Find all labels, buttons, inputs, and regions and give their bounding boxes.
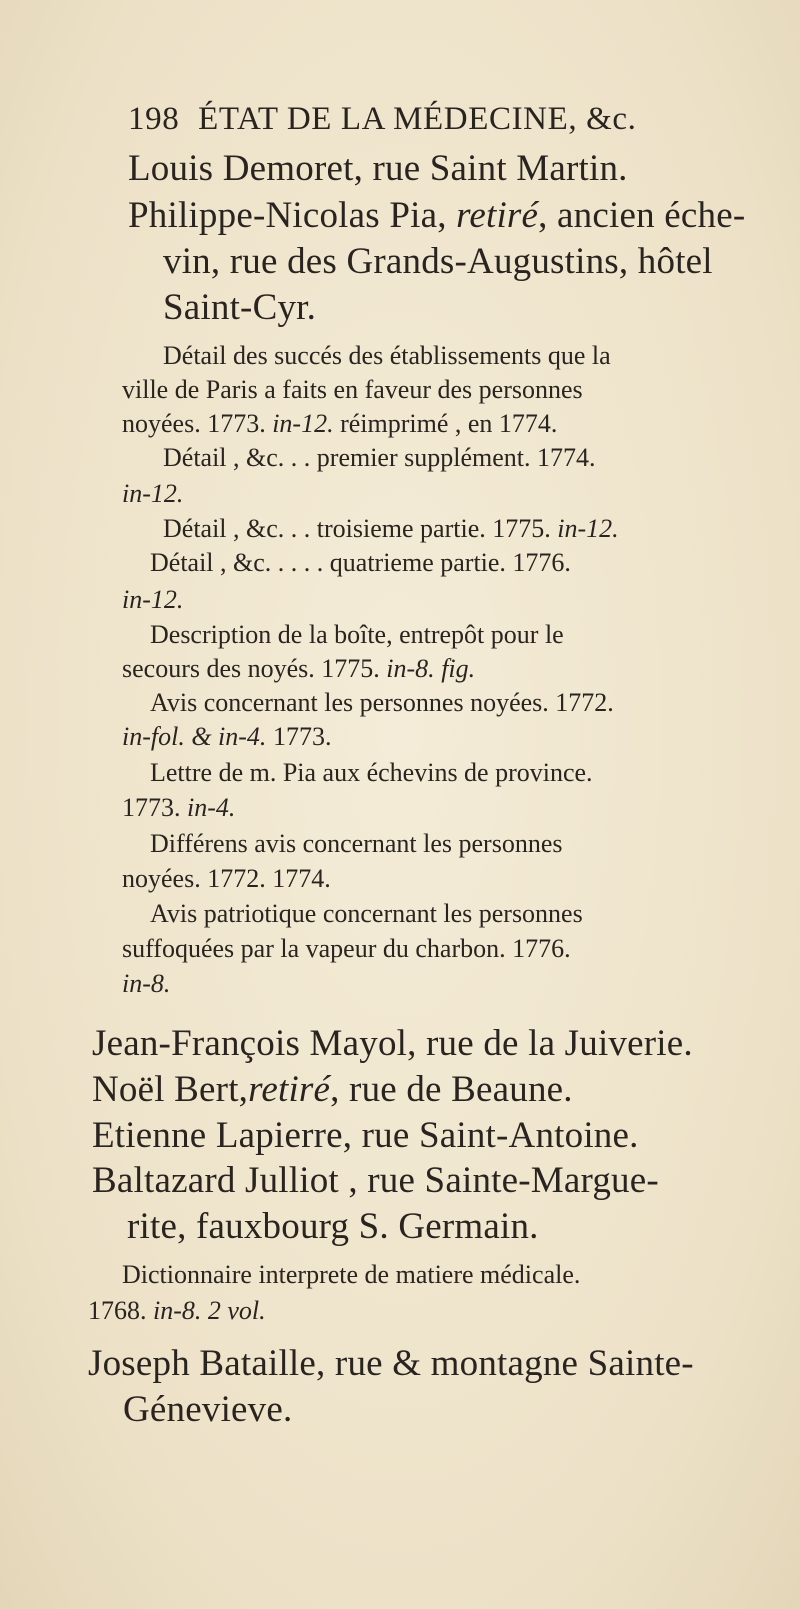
work-line: Lettre de m. Pia aux échevins de province. (150, 758, 593, 787)
work-text: réimprimé , en 1774. (340, 409, 558, 438)
work-line (88, 1298, 266, 1324)
page-number: 198 (128, 101, 180, 137)
work-line (163, 516, 619, 542)
work-text: Détail , &c. . . troisieme partie. 1775. (163, 514, 551, 543)
entry-bataille-cont: Génevieve. (123, 1389, 293, 1430)
entry-address: , rue Saint Martin. (353, 148, 628, 189)
work-format: in-fol. & in-4. (122, 722, 267, 751)
entry-demoret (128, 150, 628, 187)
entry-mayol: Jean-François Mayol, rue de la Juiverie. (92, 1023, 693, 1064)
work-line: Différens avis concernant les personnes (150, 829, 563, 858)
work-format: in-4. (187, 793, 236, 822)
work-text: 1773. (272, 722, 332, 751)
entry-pia-cont1: vin, rue des Grands-Augustins, hôtel (163, 241, 713, 282)
entry-julliot: Baltazard Julliot , rue Sainte-Margue- (92, 1160, 659, 1201)
running-title: ÉTAT DE LA MÉDECINE, &c. (198, 101, 637, 137)
work-format: in-12. (272, 409, 334, 438)
work-line: Avis patriotique concernant les personnes (150, 899, 583, 928)
entry-lapierre: Etienne Lapierre, rue Saint-Antoine. (92, 1115, 639, 1156)
work-format: in-12. (122, 479, 184, 508)
page-header (128, 103, 636, 136)
entry-pia-cont2: Saint-Cyr. (163, 287, 317, 328)
work-line (122, 656, 475, 682)
work-format: in-8. (386, 654, 435, 683)
entry-name: Louis Demoret (128, 148, 354, 189)
work-text: 1773. (122, 793, 181, 822)
entry-status: retiré (248, 1069, 331, 1110)
entry-pia: Philippe-Nicolas Pia, retiré, ancien éche- (128, 195, 746, 236)
work-line: Détail , &c. . . premier supplément. 1774. (163, 443, 596, 472)
work-line: suffoquées par la vapeur du charbon. 1776. (122, 934, 571, 963)
entry-status: retiré (456, 195, 539, 236)
work-line (122, 724, 331, 750)
work-line (122, 795, 235, 821)
work-line: Détail , &c. . . . . quatrieme partie. 1776. (150, 548, 571, 577)
work-line: Avis concernant les personnes noyées. 1772. (150, 688, 614, 717)
work-line: Description de la boîte, entrepôt pour le (150, 620, 564, 649)
entry-bataille: Joseph Bataille, rue & montagne Sainte- (88, 1343, 694, 1384)
entry-address: , rue de Beaune. (330, 1069, 573, 1110)
work-format: in-12. (122, 585, 184, 614)
entry-address: , ancien éche- (538, 195, 746, 236)
entry-name: Noël Bert, (92, 1069, 249, 1110)
work-line (122, 971, 170, 997)
work-line: noyées. 1772. 1774. (122, 864, 331, 893)
work-format: in-8. 2 vol. (153, 1296, 266, 1325)
work-line: ville de Paris a faits en faveur des personnes (122, 375, 583, 404)
entry-name: Philippe-Nicolas Pia (128, 195, 438, 236)
entry-bert (92, 1071, 573, 1108)
work-line (122, 587, 183, 613)
work-line: Détail des succés des établissements que la (163, 341, 611, 370)
work-text: 1768. (88, 1296, 147, 1325)
work-format: in-8. (122, 969, 171, 998)
work-format: fig. (441, 654, 476, 683)
work-line: Dictionnaire interprete de matiere médicale. (122, 1260, 581, 1289)
work-line (122, 481, 183, 507)
entry-julliot-cont: rite, fauxbourg S. Germain. (127, 1206, 539, 1247)
work-text: secours des noyés. 1775. (122, 654, 380, 683)
work-text: noyées. 1773. (122, 409, 266, 438)
work-format: in-12. (557, 514, 619, 543)
work-line (122, 411, 557, 437)
